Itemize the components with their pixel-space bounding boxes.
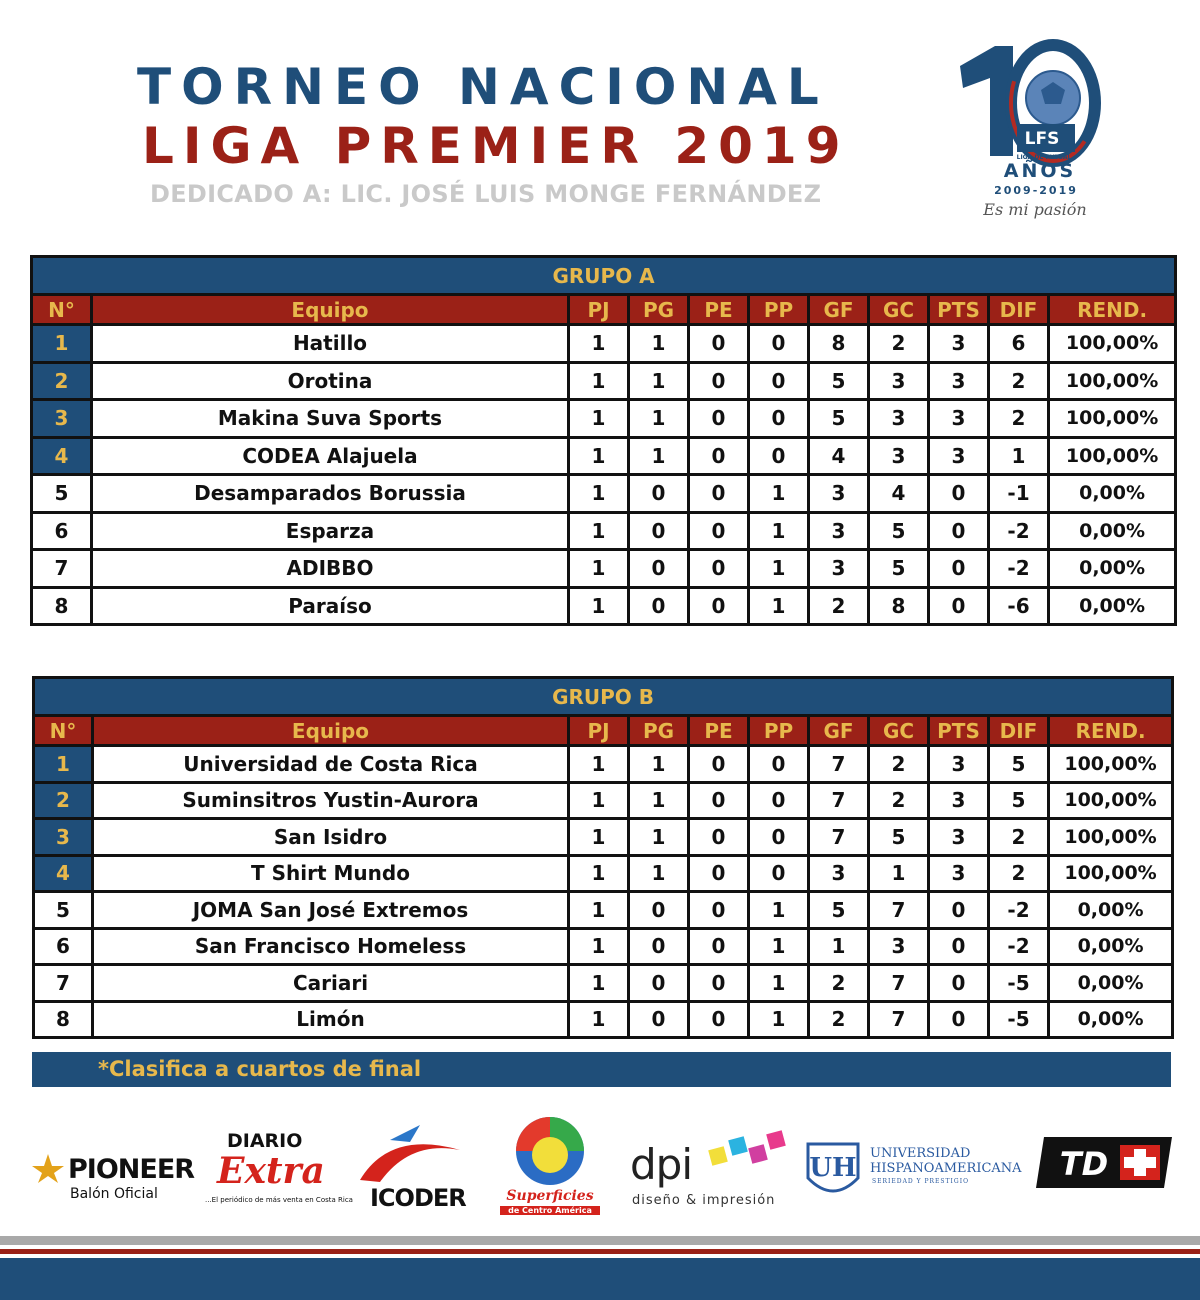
pj-cell: 1 xyxy=(569,928,629,965)
group-a-table xyxy=(30,255,1177,626)
gc-cell: 3 xyxy=(869,437,929,475)
col-header-gf: GF xyxy=(809,295,869,325)
position-cell: 2 xyxy=(32,362,92,400)
gf-cell: 7 xyxy=(809,819,869,856)
group-title: GRUPO B xyxy=(34,678,1173,716)
anniversary-anos: AÑOS xyxy=(1003,160,1077,182)
rend-cell: 0,00% xyxy=(1049,965,1173,1002)
team-name-cell: Hatillo xyxy=(92,325,569,363)
gf-cell: 7 xyxy=(809,782,869,819)
position-cell: 5 xyxy=(32,475,92,513)
table-row xyxy=(32,475,1176,513)
pe-cell: 0 xyxy=(689,1001,749,1038)
pg-cell: 0 xyxy=(629,928,689,965)
pg-cell: 0 xyxy=(629,1001,689,1038)
gf-cell: 3 xyxy=(809,512,869,550)
table-row xyxy=(32,400,1176,438)
pj-cell: 1 xyxy=(569,819,629,856)
rend-cell: 0,00% xyxy=(1049,1001,1173,1038)
qualification-footnote: *Clasifica a cuartos de final xyxy=(32,1052,1171,1087)
col-header-pp: PP xyxy=(749,716,809,746)
team-name-cell: Paraíso xyxy=(92,587,569,625)
gc-cell: 2 xyxy=(869,325,929,363)
lfs-badge-sub: LIGA DE FUTSAL xyxy=(1016,154,1072,161)
group-title: GRUPO A xyxy=(32,257,1176,295)
gc-cell: 4 xyxy=(869,475,929,513)
team-name-cell: Esparza xyxy=(92,512,569,550)
icoder-logo xyxy=(350,1120,470,1220)
group-b-table xyxy=(32,676,1174,1039)
superficies-name: Superficies xyxy=(506,1188,594,1204)
dif-cell: 5 xyxy=(989,782,1049,819)
pj-cell: 1 xyxy=(569,587,629,625)
table-row xyxy=(34,1001,1173,1038)
gf-cell: 4 xyxy=(809,437,869,475)
gf-cell: 8 xyxy=(809,325,869,363)
gc-cell: 1 xyxy=(869,855,929,892)
pp-cell: 0 xyxy=(749,782,809,819)
team-name-cell: Desamparados Borussia xyxy=(92,475,569,513)
rend-cell: 100,00% xyxy=(1049,325,1176,363)
pts-cell: 3 xyxy=(929,746,989,783)
rend-cell: 0,00% xyxy=(1049,512,1176,550)
col-header-gf: GF xyxy=(809,716,869,746)
team-name-cell: Cariari xyxy=(93,965,569,1002)
rend-cell: 100,00% xyxy=(1049,362,1176,400)
pp-cell: 1 xyxy=(749,587,809,625)
gc-cell: 7 xyxy=(869,965,929,1002)
pts-cell: 3 xyxy=(929,437,989,475)
table-row xyxy=(34,819,1173,856)
sponsors-bar xyxy=(0,1110,1200,1220)
pioneer-logo xyxy=(30,1150,200,1210)
rend-cell: 0,00% xyxy=(1049,550,1176,588)
td-logo xyxy=(1034,1135,1174,1190)
position-cell: 1 xyxy=(32,325,92,363)
pts-cell: 0 xyxy=(929,587,989,625)
team-name-cell: Orotina xyxy=(92,362,569,400)
team-name-cell: Universidad de Costa Rica xyxy=(93,746,569,783)
position-cell: 7 xyxy=(32,550,92,588)
col-header-pj: PJ xyxy=(569,716,629,746)
col-header-rend: REND. xyxy=(1049,716,1173,746)
pg-cell: 1 xyxy=(629,855,689,892)
icoder-name: ICODER xyxy=(370,1184,466,1212)
table-row xyxy=(34,928,1173,965)
col-header-gc: GC xyxy=(869,295,929,325)
extra-top: DIARIO xyxy=(227,1130,303,1152)
team-name-cell: Suminsitros Yustin-Aurora xyxy=(93,782,569,819)
dif-cell: 1 xyxy=(989,437,1049,475)
col-header-pj: PJ xyxy=(569,295,629,325)
dif-cell: 2 xyxy=(989,400,1049,438)
position-cell: 8 xyxy=(32,587,92,625)
rend-cell: 0,00% xyxy=(1049,892,1173,929)
position-cell: 3 xyxy=(32,400,92,438)
dif-cell: 5 xyxy=(989,746,1049,783)
pg-cell: 1 xyxy=(629,782,689,819)
td-mark-icon xyxy=(1034,1135,1174,1190)
pp-cell: 0 xyxy=(749,855,809,892)
diario-extra-logo xyxy=(205,1130,353,1215)
col-header-pts: PTS xyxy=(929,295,989,325)
rend-cell: 100,00% xyxy=(1049,819,1173,856)
pj-cell: 1 xyxy=(569,475,629,513)
pj-cell: 1 xyxy=(569,325,629,363)
dif-cell: -2 xyxy=(989,512,1049,550)
table-row xyxy=(32,587,1176,625)
table-row xyxy=(34,965,1173,1002)
pg-cell: 0 xyxy=(629,587,689,625)
pp-cell: 1 xyxy=(749,928,809,965)
col-header-rend: REND. xyxy=(1049,295,1176,325)
gc-cell: 7 xyxy=(869,1001,929,1038)
pp-cell: 0 xyxy=(749,362,809,400)
rend-cell: 100,00% xyxy=(1049,400,1176,438)
table-row xyxy=(34,855,1173,892)
dpi-name: dpi xyxy=(630,1140,692,1189)
pp-cell: 0 xyxy=(749,819,809,856)
pts-cell: 0 xyxy=(929,928,989,965)
position-cell: 6 xyxy=(34,928,93,965)
rend-cell: 100,00% xyxy=(1049,437,1176,475)
table-row xyxy=(32,512,1176,550)
pts-cell: 0 xyxy=(929,550,989,588)
td-name: TD xyxy=(1059,1145,1109,1183)
pe-cell: 0 xyxy=(689,965,749,1002)
col-header-pts: PTS xyxy=(929,716,989,746)
pp-cell: 0 xyxy=(749,746,809,783)
col-header-team: Equipo xyxy=(93,716,569,746)
pg-cell: 0 xyxy=(629,475,689,513)
gf-cell: 3 xyxy=(809,475,869,513)
pg-cell: 1 xyxy=(629,746,689,783)
uh-line2: HISPANOAMERICANA xyxy=(870,1161,1022,1176)
gf-cell: 5 xyxy=(809,892,869,929)
superficies-logo xyxy=(494,1115,606,1220)
pj-cell: 1 xyxy=(569,512,629,550)
pe-cell: 0 xyxy=(689,587,749,625)
dif-cell: -2 xyxy=(989,550,1049,588)
pts-cell: 3 xyxy=(929,400,989,438)
position-cell: 1 xyxy=(34,746,93,783)
pp-cell: 0 xyxy=(749,437,809,475)
table-row xyxy=(32,362,1176,400)
table-row xyxy=(34,892,1173,929)
pj-cell: 1 xyxy=(569,400,629,438)
gc-cell: 5 xyxy=(869,819,929,856)
pe-cell: 0 xyxy=(689,362,749,400)
team-name-cell: T Shirt Mundo xyxy=(93,855,569,892)
header xyxy=(0,0,1200,240)
pe-cell: 0 xyxy=(689,550,749,588)
uh-line3: SERIEDAD Y PRESTIGIO xyxy=(872,1178,969,1185)
pts-cell: 3 xyxy=(929,325,989,363)
superficies-sub: de Centro América xyxy=(500,1206,600,1215)
dif-cell: -1 xyxy=(989,475,1049,513)
gc-cell: 8 xyxy=(869,587,929,625)
pe-cell: 0 xyxy=(689,855,749,892)
rend-cell: 0,00% xyxy=(1049,475,1176,513)
dif-cell: 2 xyxy=(989,819,1049,856)
icoder-swoosh-icon xyxy=(350,1120,470,1190)
anniversary-years: 2009-2019 xyxy=(994,184,1078,197)
pts-cell: 3 xyxy=(929,855,989,892)
pp-cell: 1 xyxy=(749,512,809,550)
gf-cell: 5 xyxy=(809,400,869,438)
col-header-dif: DIF xyxy=(989,295,1049,325)
rend-cell: 100,00% xyxy=(1049,746,1173,783)
position-cell: 4 xyxy=(34,855,93,892)
gf-cell: 7 xyxy=(809,746,869,783)
pts-cell: 0 xyxy=(929,892,989,929)
pj-cell: 1 xyxy=(569,965,629,1002)
gf-cell: 2 xyxy=(809,965,869,1002)
anniversary-slogan: Es mi pasión xyxy=(983,200,1087,219)
pe-cell: 0 xyxy=(689,512,749,550)
col-header-dif: DIF xyxy=(989,716,1049,746)
pp-cell: 1 xyxy=(749,965,809,1002)
pe-cell: 0 xyxy=(689,475,749,513)
pe-cell: 0 xyxy=(689,400,749,438)
gf-cell: 2 xyxy=(809,587,869,625)
uh-crest-icon xyxy=(800,1138,866,1204)
pe-cell: 0 xyxy=(689,746,749,783)
dpi-squares-icon xyxy=(708,1130,788,1170)
table-row xyxy=(34,782,1173,819)
rend-cell: 0,00% xyxy=(1049,587,1176,625)
pe-cell: 0 xyxy=(689,782,749,819)
pj-cell: 1 xyxy=(569,437,629,475)
position-cell: 4 xyxy=(32,437,92,475)
table-row xyxy=(32,437,1176,475)
dif-cell: -6 xyxy=(989,587,1049,625)
rend-cell: 0,00% xyxy=(1049,928,1173,965)
dpi-sub: diseño & impresión xyxy=(632,1193,776,1208)
pj-cell: 1 xyxy=(569,746,629,783)
pg-cell: 0 xyxy=(629,965,689,1002)
pp-cell: 0 xyxy=(749,325,809,363)
title-liga-premier: LIGA PREMIER 2019 xyxy=(142,117,850,175)
team-name-cell: San Isidro xyxy=(93,819,569,856)
col-header-num: N° xyxy=(34,716,93,746)
gc-cell: 2 xyxy=(869,782,929,819)
rend-cell: 100,00% xyxy=(1049,782,1173,819)
dif-cell: -2 xyxy=(989,928,1049,965)
dif-cell: 6 xyxy=(989,325,1049,363)
dpi-logo xyxy=(630,1130,790,1220)
pioneer-name: PIONEER xyxy=(68,1154,195,1185)
dedication-line: DEDICADO A: LIC. JOSÉ LUIS MONGE FERNÁNDEZ xyxy=(150,180,822,208)
team-name-cell: San Francisco Homeless xyxy=(93,928,569,965)
uh-line1: UNIVERSIDAD xyxy=(870,1146,971,1161)
pp-cell: 1 xyxy=(749,1001,809,1038)
team-name-cell: ADIBBO xyxy=(92,550,569,588)
position-cell: 3 xyxy=(34,819,93,856)
pj-cell: 1 xyxy=(569,1001,629,1038)
rend-cell: 100,00% xyxy=(1049,855,1173,892)
col-header-num: N° xyxy=(32,295,92,325)
col-header-pp: PP xyxy=(749,295,809,325)
col-header-pe: PE xyxy=(689,716,749,746)
gf-cell: 3 xyxy=(809,855,869,892)
gc-cell: 7 xyxy=(869,892,929,929)
position-cell: 7 xyxy=(34,965,93,1002)
universidad-hispanoamericana-logo xyxy=(800,1138,1020,1208)
position-cell: 2 xyxy=(34,782,93,819)
team-name-cell: CODEA Alajuela xyxy=(92,437,569,475)
extra-name: Extra xyxy=(217,1150,325,1192)
pp-cell: 1 xyxy=(749,475,809,513)
pg-cell: 1 xyxy=(629,437,689,475)
bottom-stripes xyxy=(0,1236,1200,1300)
gc-cell: 3 xyxy=(869,362,929,400)
pe-cell: 0 xyxy=(689,892,749,929)
pe-cell: 0 xyxy=(689,437,749,475)
pp-cell: 1 xyxy=(749,892,809,929)
team-name-cell: JOMA San José Extremos xyxy=(93,892,569,929)
pg-cell: 1 xyxy=(629,400,689,438)
pts-cell: 0 xyxy=(929,965,989,1002)
pg-cell: 1 xyxy=(629,362,689,400)
dif-cell: 2 xyxy=(989,362,1049,400)
pe-cell: 0 xyxy=(689,325,749,363)
pg-cell: 1 xyxy=(629,325,689,363)
table-row xyxy=(32,325,1176,363)
pj-cell: 1 xyxy=(569,892,629,929)
col-header-team: Equipo xyxy=(92,295,569,325)
table-row xyxy=(34,746,1173,783)
pj-cell: 1 xyxy=(569,550,629,588)
pg-cell: 0 xyxy=(629,550,689,588)
pioneer-sub: Balón Oficial xyxy=(70,1186,158,1202)
pe-cell: 0 xyxy=(689,928,749,965)
pg-cell: 1 xyxy=(629,819,689,856)
gc-cell: 3 xyxy=(869,928,929,965)
col-header-gc: GC xyxy=(869,716,929,746)
pts-cell: 0 xyxy=(929,512,989,550)
title-torneo-nacional: TORNEO NACIONAL xyxy=(137,58,829,116)
pts-cell: 3 xyxy=(929,819,989,856)
dif-cell: -2 xyxy=(989,892,1049,929)
gc-cell: 5 xyxy=(869,550,929,588)
pts-cell: 0 xyxy=(929,475,989,513)
pts-cell: 3 xyxy=(929,362,989,400)
svg-text:UH: UH xyxy=(809,1153,857,1183)
superficies-globe-icon xyxy=(494,1115,606,1190)
gc-cell: 3 xyxy=(869,400,929,438)
pts-cell: 0 xyxy=(929,1001,989,1038)
gc-cell: 2 xyxy=(869,746,929,783)
position-cell: 5 xyxy=(34,892,93,929)
pioneer-mark-icon xyxy=(30,1152,66,1184)
dif-cell: -5 xyxy=(989,965,1049,1002)
gf-cell: 1 xyxy=(809,928,869,965)
extra-tagline: ...El periódico de más venta en Costa Rica xyxy=(205,1196,353,1204)
pj-cell: 1 xyxy=(569,855,629,892)
pg-cell: 0 xyxy=(629,512,689,550)
team-name-cell: Limón xyxy=(93,1001,569,1038)
pe-cell: 0 xyxy=(689,819,749,856)
position-cell: 8 xyxy=(34,1001,93,1038)
col-header-pg: PG xyxy=(629,295,689,325)
dif-cell: 2 xyxy=(989,855,1049,892)
gf-cell: 3 xyxy=(809,550,869,588)
gf-cell: 5 xyxy=(809,362,869,400)
pj-cell: 1 xyxy=(569,782,629,819)
gf-cell: 2 xyxy=(809,1001,869,1038)
pp-cell: 1 xyxy=(749,550,809,588)
pp-cell: 0 xyxy=(749,400,809,438)
team-name-cell: Makina Suva Sports xyxy=(92,400,569,438)
pg-cell: 0 xyxy=(629,892,689,929)
gc-cell: 5 xyxy=(869,512,929,550)
col-header-pe: PE xyxy=(689,295,749,325)
pj-cell: 1 xyxy=(569,362,629,400)
pts-cell: 3 xyxy=(929,782,989,819)
lfs-badge-text: LFS xyxy=(1024,129,1060,149)
position-cell: 6 xyxy=(32,512,92,550)
table-row xyxy=(32,550,1176,588)
dif-cell: -5 xyxy=(989,1001,1049,1038)
col-header-pg: PG xyxy=(629,716,689,746)
